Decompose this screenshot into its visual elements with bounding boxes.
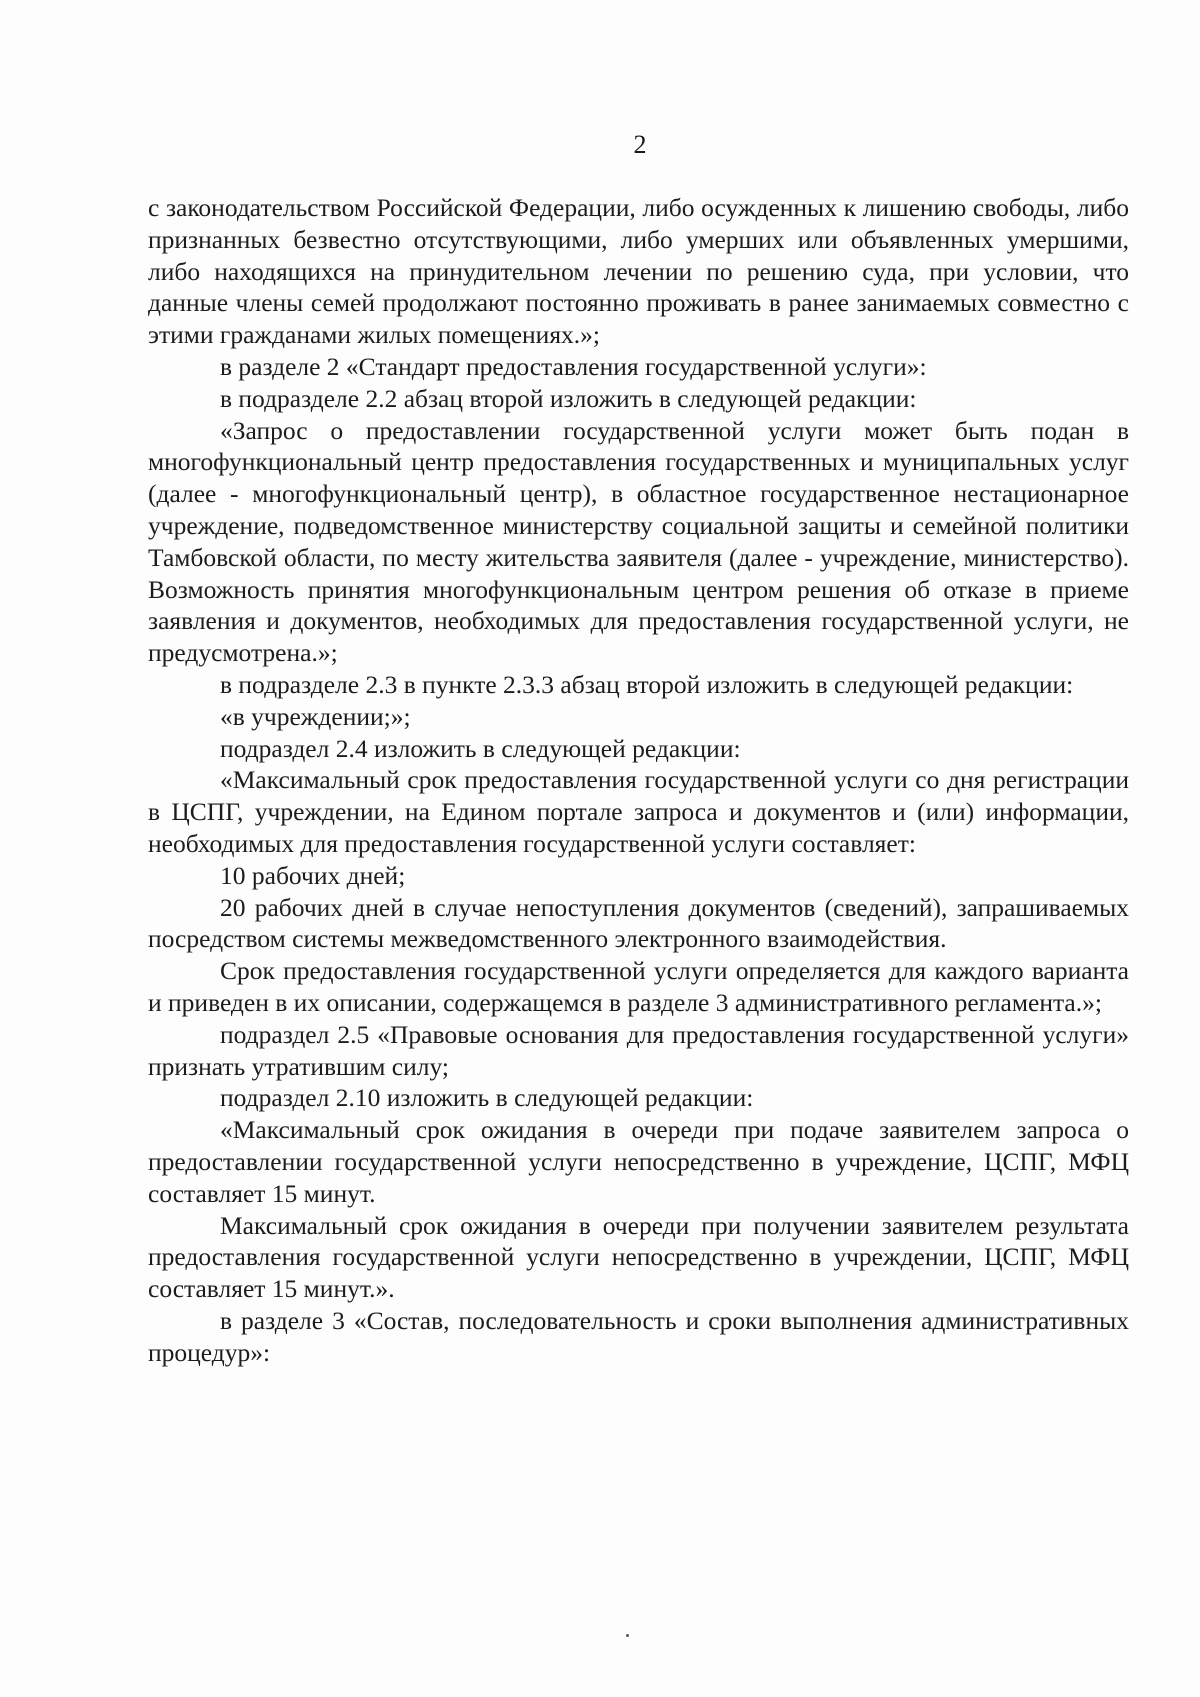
paragraph-13: подраздел 2.10 изложить в следующей редакции: [220,1083,754,1113]
paragraph-5: в подразделе 2.3 в пункте 2.3.3 абзац второй изложить в следующей редакции: [220,669,1074,699]
paragraph-2: в разделе 2 «Стандарт предоставления государственной услуги»: [220,351,927,381]
paragraph-3: в подразделе 2.2 абзац второй изложить в следующей редакции: [220,383,917,413]
paragraph-14: «Максимальный срок ожидания в очереди при подаче заявителем запроса о предоставлении государственной услуги непосредственно в учреждение, ЦСПГ, МФЦ составляет 15 минут. [148,1115,1129,1208]
paragraph-15: Максимальный срок ожидания в очереди при получении заявителем результата предоставления государственной услуги непосредственно в учреждении, ЦСПГ, МФЦ составляет 15 минут.». [148,1210,1129,1304]
document-body [148,192,1129,1368]
scan-dot-mark [626,1634,629,1637]
paragraph-9: 10 рабочих дней; [220,860,406,890]
page-number: 2 [633,130,647,159]
paragraph-12: подраздел 2.5 «Правовые основания для предоставления государственной услуги» признать утратившим силу; [148,1019,1129,1081]
paragraph-4: «Запрос о предоставлении государственной услуги может быть подан в многофункциональный центр предоставления государственных и муниципальных услуг (далее - многофункциональный центр), в областное государственное нестационарное учреждение, подведомственное министерству социальной защиты и семейной политики Тамбовской области, по месту жительства заявителя (далее - учреждение, министерство). Возможность принятия многофункциональным центром решения об отказе в приеме заявления и документов, необходимых для предоставления государственной услуги, не предусмотрена.»; [148,415,1129,668]
paragraph-6: «в учреждении;»; [220,701,411,731]
paragraph-8: «Максимальный срок предоставления государственной услуги со дня регистрации в ЦСПГ, учреждении, на Едином портале запроса и документов и (или) информации, необходимых для предоставления государственной услуги составляет: [148,765,1129,858]
paragraph-11: Срок предоставления государственной услуги определяется для каждого варианта и приведен в их описании, содержащемся в разделе 3 административного регламента.»; [148,956,1129,1017]
paragraph-1: с законодательством Российской Федерации, либо осужденных к лишению свободы, либо признанных безвестно отсутствующими, либо умерших или объявленных умершими, либо находящихся на принудительном лечении по решению суда, при условии, что данные члены семей продолжают постоянно проживать в ранее занимаемых совместно с этими гражданами жилых помещениях.»; [148,193,1129,350]
paragraph-16: в разделе 3 «Состав, последовательность и сроки выполнения административных процедур»: [148,1305,1129,1367]
paragraph-10: 20 рабочих дней в случае непоступления документов (сведений), запрашиваемых посредством системы межведомственного электронного взаимодействия. [148,892,1129,954]
paragraph-7: подраздел 2.4 изложить в следующей редакции: [220,733,741,763]
